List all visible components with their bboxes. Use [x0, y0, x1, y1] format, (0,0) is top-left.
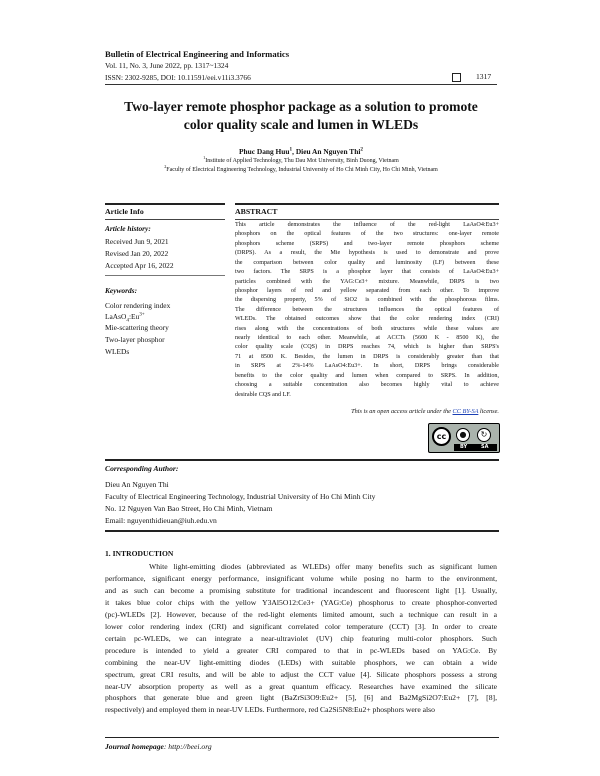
cc-by-sa-badge[interactable]: [428, 423, 500, 453]
abstract-line: (DRPS). As a result, the Mie hypothesis is used to demonstrate and prove: [235, 250, 499, 257]
article-info-heading-rule: [105, 219, 225, 220]
abstract-line: This article demonstrates the influence of the red-light LaAsO4:Eu3+: [235, 222, 499, 228]
abstract-line: the comparison between color quality and luminosity (LF) between these: [235, 259, 499, 266]
introduction-line: certain pc-WLEDs, we can integrate a near-ultraviolet (UV) chip featuring multi-color phosphors. Such: [105, 633, 497, 643]
attribution-person-icon: ●: [456, 428, 470, 442]
corresponding-email[interactable]: Email: nguyenthidieuan@iuh.edu.vn: [105, 516, 217, 525]
corresponding-top-rule: [105, 459, 499, 461]
keyword-5: WLEDs: [105, 347, 130, 356]
author-separator: ,: [292, 147, 296, 156]
abstract-line: color quality scale (CQS) in DRPS reaches 74, which is higher than SRPS's: [235, 344, 499, 351]
article-history-heading: Article history:: [105, 224, 151, 233]
introduction-line: respectively) and employed them in near-UV LEDs. Furthermore, red Ca2Si5N8:Eu2+ phosphors were also: [105, 705, 435, 715]
journal-name: Bulletin of Electrical Engineering and Informatics: [105, 49, 290, 59]
corresponding-heading: Corresponding Author:: [105, 464, 179, 473]
abstract-line: The difference between the structures influences the optical features of: [235, 306, 499, 313]
keywords-heading: Keywords:: [105, 286, 138, 295]
received-date: Received Jun 9, 2021: [105, 237, 169, 246]
keyword-1: Color rendering index: [105, 301, 171, 310]
abstract-line: in SRPS at 2%-14% LaAsO4:Eu3+. In short, DRPS brings considerable: [235, 363, 499, 370]
history-divider: [105, 275, 225, 276]
keyword-3: Mie-scattering theory: [105, 323, 169, 332]
author-2: Dieu An Nguyen Thi: [295, 147, 361, 156]
author-1: Phuc Dang Huu: [239, 147, 290, 156]
introduction-line: and as such can become a promising substitute for traditional incandescent and fluorescent light [1]. Usually,: [105, 585, 497, 595]
accepted-date: Accepted Apr 16, 2022: [105, 261, 174, 270]
homepage-label: Journal homepage: [105, 742, 164, 751]
paper-title: [105, 98, 497, 134]
introduction-line: White light-emitting diodes (abbreviated as WLEDs) offer many benefits such as significant lumen: [149, 562, 497, 571]
introduction-line: it takes blue color chips with the yellow Y3Al5O12:Ce3+ (YAG:Ce) phosphorus to create phosphor-converted: [105, 597, 497, 607]
abstract-line: 71 at 8500 K. Besides, the lumen in DRPS is considerably greater than that: [235, 353, 499, 360]
abstract-heading-rule: [235, 219, 499, 220]
corresponding-address: No. 12 Nguyen Van Bao Street, Ho Chi Minh, Vietnam: [105, 504, 273, 513]
square-bullet-icon: [452, 73, 461, 82]
abstract-heading: ABSTRACT: [235, 207, 278, 216]
affiliation-1-mark: 1: [203, 155, 206, 160]
abstract-line: the dispersing property, 5% of SiO2 is combined with the phosphorous films.: [235, 297, 499, 304]
abstract-line: WLEDs. The obtained outcomes show that the color rendering index (CRI): [235, 316, 499, 323]
affiliation-2-mark: 2: [164, 164, 167, 169]
introduction-line: performance, significant energy performance, insignificant volume while posing no harm to the environment,: [105, 573, 497, 583]
abstract-line: rises along with the concentrations of both structures while these values are: [235, 325, 499, 332]
open-access-prefix: This is an open access article under the: [351, 408, 453, 415]
introduction-line: (pc)-WLEDs [2]. However, because of the red-light elements limited amount, such a technique can result in a: [105, 609, 497, 619]
share-alike-icon: ↻: [477, 428, 491, 442]
corresponding-name: Dieu An Nguyen Thi: [105, 480, 169, 489]
abstract-body: [235, 221, 499, 400]
introduction-line: phosphors that generate blue and green light (BaZrSi3O9:Eu2+ [5], [6] and Ba2MgSi2O7:Eu2+ [7], [8],: [105, 693, 497, 703]
author-2-affil: 2: [360, 146, 363, 153]
open-access-note: [235, 408, 499, 415]
affiliation-2-text: Faculty of Electrical Engineering Technology, Industrial University of Ho Chi Minh City, Ho Chi Minh, Vietnam: [166, 167, 438, 173]
introduction-heading: 1. INTRODUCTION: [105, 549, 174, 558]
issn-doi-line: ISSN: 2302-9285, DOI: 10.11591/eei.v11i3.3766: [105, 73, 251, 82]
corresponding-bottom-rule: [105, 530, 499, 532]
page-number: 1317: [476, 72, 492, 81]
author-1-affil: 1: [289, 146, 293, 153]
article-info-heading: Article Info: [105, 207, 144, 216]
footer-rule: [105, 737, 499, 738]
affiliation-2: [100, 166, 502, 174]
affiliation-1-text: Institute of Applied Technology, Thu Dau Mot University, Binh Duong, Vietnam: [205, 158, 399, 164]
revised-date: Revised Jan 20, 2022: [105, 249, 169, 258]
cc-sa-label: SA: [481, 444, 489, 450]
keyword-2-sub: 4: [126, 317, 129, 324]
cc-label-strip: [454, 444, 497, 451]
volume-line: Vol. 11, No. 3, June 2022, pp. 1317~1324: [105, 61, 229, 70]
abstract-line: choosing a suitable concentration also becomes highly vital to achieve: [235, 382, 499, 389]
introduction-line: near-UV absorption property as well as a great quantum efficacy. Researches have examined the silicate: [105, 681, 497, 691]
abstract-line: desirable CQS and LF.: [235, 391, 291, 398]
header-divider: [105, 84, 497, 85]
abstract-line: benefits to the color quality and lumen when compared to SRPS. In addition,: [235, 372, 499, 379]
abstract-line: phosphors scheme (SRPS) and two-layer remote phosphors scheme: [235, 240, 499, 247]
affiliation-1: [100, 157, 502, 165]
abstract-line: phosphor layers of red and yellow separated from each other. To improve: [235, 287, 499, 294]
title-line-2: color quality scale and lumen in WLEDs: [183, 117, 419, 132]
corresponding-department: Faculty of Electrical Engineering Technology, Industrial University of Ho Chi Minh City: [105, 492, 376, 501]
abstract-line: nearly identical to each other. Meanwhile, at ACCTs (5600 K - 8500 K), the: [235, 335, 499, 342]
introduction-line: procedure is intended to yield a greater CRI compared to that in pc-WLEDs based on YAG:Ce. By: [105, 645, 497, 655]
introduction-line: lower color rendering index (CRI) and significant correlated color temperature (CCT) [3]. In order to create: [105, 621, 497, 631]
abstract-line: two factors. The SRPS is a phosphor layer that consists of LaAsO4:Eu3+: [235, 269, 499, 276]
cc-by-label: BY: [460, 444, 468, 450]
journal-homepage[interactable]: [105, 742, 212, 751]
keyword-4: Two-layer phosphor: [105, 335, 165, 344]
author-list: [105, 147, 497, 156]
keyword-2-tail: :Eu: [128, 312, 140, 321]
article-info-top-rule: [105, 203, 225, 205]
creative-commons-icon: cc: [432, 427, 451, 446]
introduction-body: [105, 561, 497, 716]
keyword-2-sup: 3+: [139, 311, 145, 318]
introduction-line: spectrum, great CRI results, and will be able to adjust the CCT value [4]. Silicate phosphors possess a strong: [105, 669, 497, 679]
abstract-line: phosphors on the optical features of the two structures: one-layer remote: [235, 231, 499, 238]
abstract-line: particles combined with the YAG:Ce3+ mixture. Meanwhile, DRPS is two: [235, 278, 499, 285]
title-line-1: Two-layer remote phosphor package as a solution to promote: [124, 99, 478, 114]
homepage-url[interactable]: : http://beei.org: [163, 742, 212, 751]
abstract-top-rule: [235, 203, 499, 205]
introduction-line: combining the near-UV light-emitting diodes (LEDs) with suitable phosphors, we can obtain a wide: [105, 657, 497, 667]
license-link[interactable]: CC BY-SA: [452, 408, 479, 415]
keyword-2-main: LaAsO: [105, 312, 127, 321]
open-access-suffix: license.: [478, 408, 499, 415]
